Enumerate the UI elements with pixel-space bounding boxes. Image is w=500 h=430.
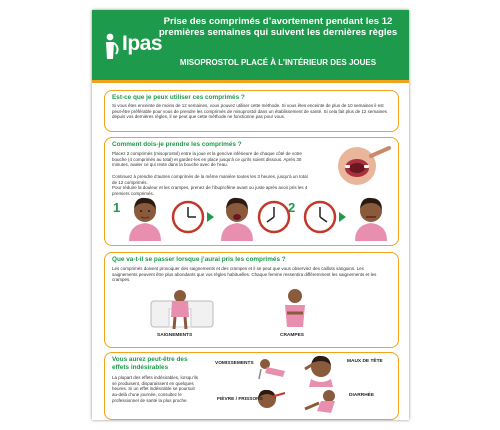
step-number-1: 1	[113, 200, 121, 215]
section-eligibility-body: Si vous êtes enceinte de moins de 12 semaines, vous pouvez utiliser cette méthode. Si vous êtes enceinte de plus de 10 semaines il est peut-être préférable pour vous de prendre les comprimés de misoprostol dans un établissement de santé. Si cela fait plus de 12 semaines depuis vos dernières règles, il se peut que cette méthode ne fonctionne pas pour vous.	[112, 103, 387, 120]
label-fever: FIÈVRE / FRISSONS	[217, 397, 263, 402]
section-what-happens	[104, 252, 399, 348]
clock-icon	[257, 200, 291, 234]
label-bleeding: SAIGNEMENTS	[157, 333, 193, 338]
label-cramps: CRAMPES	[280, 333, 304, 338]
section-how-to-take-p2: Continuez à prendre d’autres comprimés de la même manière toutes les 3 heures, jusqu’à un total de 12 comprimés.	[112, 174, 308, 185]
logo-text: Ipas	[122, 32, 163, 55]
clock-icon	[303, 200, 337, 234]
page-title: Prise des comprimés d’avortement pendant les 12 premières semaines qui suivent les dernières règles	[158, 16, 398, 39]
woman-step-3-illustration	[351, 193, 391, 241]
section-how-to-take-p3: Pour réduire la douleur et les crampes, prenez de l’ibuprofène avant ou juste après avoir pris les 4 premiers comprimés.	[112, 185, 308, 196]
section-eligibility-title: Est-ce que je peux utiliser ces comprimés ?	[112, 94, 245, 101]
header-stripe	[92, 80, 409, 83]
header-banner	[92, 10, 409, 80]
section-side-effects	[104, 352, 399, 420]
section-how-to-take	[104, 137, 399, 246]
cramps-illustration	[275, 287, 315, 331]
headache-illustration	[301, 355, 341, 387]
clock-icon	[171, 200, 205, 234]
bleeding-illustration	[147, 287, 217, 331]
section-what-happens-body: Les comprimés doivent provoquer des saignements et des crampes et il se peut que vous observiez des caillots sanguins. Les saignements peuvent être plus abondants que vos règles habituelles. Chaque femme ressentira différemment les saignements et les crampes.	[112, 266, 377, 283]
section-how-to-take-p1: Placez 2 comprimés (misoprostol) entre la joue et la gencive inférieure de chaque côté de votre bouche (4 comprimés au total) et gardez-les en place jusqu’à ce qu’ils soient dissous. Après 30 minutes, avaler ce qui reste dans la bouche avec de l’eau.	[112, 151, 302, 168]
label-diarrhea: DIARRHÉE	[349, 393, 375, 398]
section-what-happens-title: Que va-t-il se passer lorsque j’aurai pris les comprimés ?	[112, 256, 286, 263]
step-number-2: 2	[288, 200, 296, 215]
section-eligibility	[104, 90, 399, 132]
woman-step-1-illustration	[125, 193, 165, 241]
woman-step-2-illustration	[217, 193, 257, 241]
arrow-icon	[339, 212, 346, 222]
label-vomiting: VOMISSEMENTS	[215, 361, 254, 366]
diarrhea-illustration	[301, 389, 341, 417]
section-how-to-take-title: Comment dois-je prendre les comprimés ?	[112, 141, 242, 148]
section-side-effects-body: La plupart des effets indésirables, lorsqu’ils se produisent, disparaissent en quelques heures. Si un effet indésirable se poursuit au-delà d’une journée, consultez le professionnel de santé la plus proche.	[112, 375, 198, 403]
vomiting-illustration	[255, 357, 291, 381]
label-headache: MAUX DE TÊTE	[347, 359, 383, 364]
section-side-effects-title: Vous aurez peut-être des effets indésirables	[112, 356, 188, 371]
ipas-logo	[102, 32, 163, 62]
logo-figure-icon	[102, 32, 122, 62]
page-subtitle: MISOPROSTOL PLACÉ À L’INTÉRIEUR DES JOUES	[179, 58, 377, 67]
arrow-icon	[207, 212, 214, 222]
poster	[92, 10, 409, 420]
mouth-closeup-illustration	[323, 144, 395, 186]
